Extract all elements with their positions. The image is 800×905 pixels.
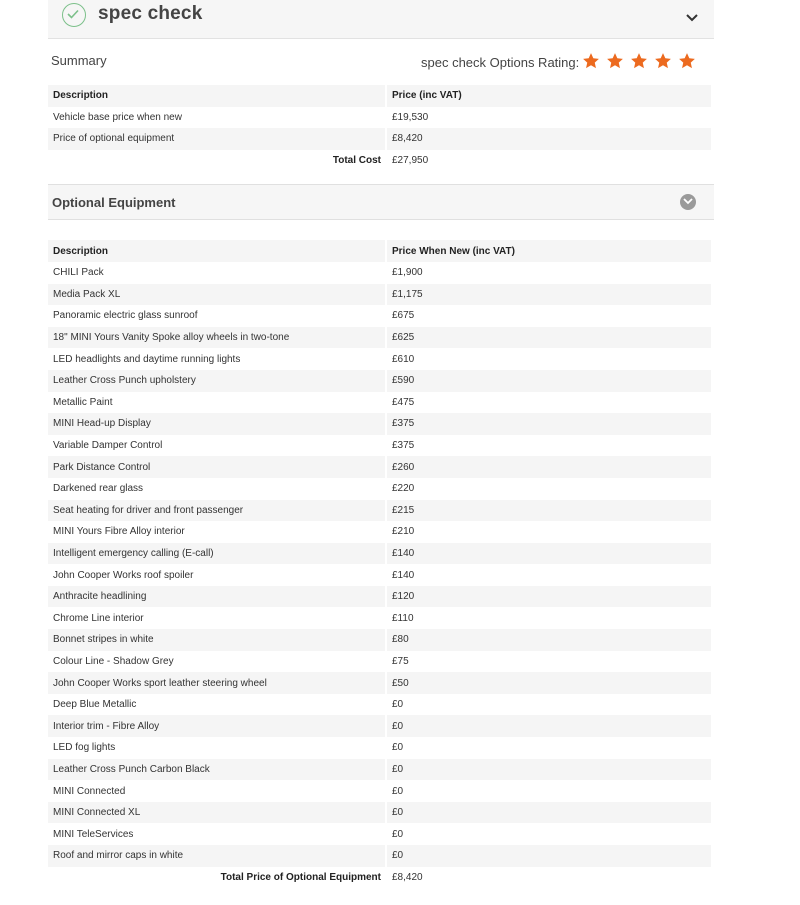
summary-bar: [48, 39, 714, 85]
row-price: £590: [386, 370, 711, 392]
row-description: Vehicle base price when new: [48, 107, 386, 129]
row-description: John Cooper Works sport leather steering wheel: [48, 672, 386, 694]
row-price: £8,420: [386, 128, 711, 150]
table-row: [48, 672, 711, 694]
row-price: £375: [392, 440, 415, 452]
table-row: [48, 327, 711, 349]
row-description: Roof and mirror caps in white: [48, 845, 386, 867]
row-price: £0: [392, 742, 404, 754]
row-description: MINI Head-up Display: [48, 413, 386, 435]
row-description: Deep Blue Metallic: [48, 694, 386, 716]
table-row: [48, 500, 711, 522]
table-row: [48, 564, 711, 586]
rating-stars: [582, 52, 696, 70]
summary-table: [48, 85, 711, 171]
table-row: [48, 478, 711, 500]
table-row: [48, 694, 711, 716]
row-price: £210: [392, 526, 415, 538]
table-row: [48, 284, 711, 306]
row-description: MINI Yours Fibre Alloy interior: [48, 521, 386, 543]
row-price: £0: [386, 802, 711, 824]
table-row: [48, 629, 711, 651]
table-row: [48, 802, 711, 824]
table-row: [48, 348, 711, 370]
spec-check-title: spec check: [98, 3, 203, 24]
row-description: LED fog lights: [48, 737, 386, 759]
row-description: John Cooper Works roof spoiler: [48, 564, 386, 586]
row-price: £19,530: [392, 111, 429, 123]
row-price: £625: [386, 327, 711, 349]
table-row: [48, 456, 711, 478]
table-row: [48, 586, 711, 608]
table-row: [48, 651, 711, 673]
row-price: £110: [392, 612, 414, 624]
column-header-description: Description: [48, 240, 386, 262]
row-price: £50: [386, 672, 711, 694]
row-description: Panoramic electric glass sunroof: [48, 305, 386, 327]
row-description: Bonnet stripes in white: [48, 629, 386, 651]
row-price: £215: [386, 500, 711, 522]
row-description: Darkened rear glass: [48, 478, 386, 500]
table-row: [48, 521, 711, 543]
optional-equipment-table: [48, 240, 711, 888]
total-value: £27,950: [392, 155, 429, 167]
row-price: £120: [386, 586, 711, 608]
row-price: £475: [392, 396, 415, 408]
summary-label: Summary: [51, 53, 107, 68]
row-price: £80: [386, 629, 711, 651]
row-description: MINI Connected: [48, 780, 386, 802]
spec-check-header[interactable]: [48, 0, 714, 39]
column-header-price: Price When New (inc VAT): [386, 240, 711, 262]
table-header-row: [48, 240, 711, 262]
row-description: Leather Cross Punch Carbon Black: [48, 759, 386, 781]
table-row: [48, 370, 711, 392]
table-row: [48, 737, 711, 759]
row-price: £0: [386, 715, 711, 737]
table-row: [48, 845, 711, 867]
row-price: £375: [386, 413, 711, 435]
row-description: Intelligent emergency calling (E-call): [48, 543, 386, 565]
total-label: Total Price of Optional Equipment: [48, 867, 386, 889]
row-description: Metallic Paint: [48, 392, 386, 414]
row-description: MINI Connected XL: [48, 802, 386, 824]
star-icon: [630, 52, 648, 70]
row-price: £675: [392, 310, 415, 322]
row-price: £220: [392, 483, 415, 495]
star-icon: [678, 52, 696, 70]
total-label: Total Cost: [48, 150, 386, 172]
table-row: [48, 823, 711, 845]
row-description: Colour Line - Shadow Grey: [48, 651, 386, 673]
row-price: £140: [386, 543, 711, 565]
check-circle-icon: [62, 3, 86, 27]
row-description: Chrome Line interior: [48, 607, 386, 629]
optional-equipment-header[interactable]: [48, 184, 714, 220]
column-header-description: Description: [48, 85, 386, 107]
row-price: £0: [392, 785, 404, 797]
star-icon: [654, 52, 672, 70]
total-value: £8,420: [392, 871, 423, 883]
table-row: [48, 543, 711, 565]
row-description: LED headlights and daytime running lights: [48, 348, 386, 370]
row-price: £75: [392, 655, 409, 667]
row-description: Variable Damper Control: [48, 435, 386, 457]
table-row: [48, 413, 711, 435]
total-row: [48, 867, 711, 889]
row-description: Price of optional equipment: [48, 128, 386, 150]
star-icon: [582, 52, 600, 70]
row-description: Media Pack XL: [48, 284, 386, 306]
row-price: £610: [392, 353, 415, 365]
column-header-price: Price (inc VAT): [386, 85, 711, 107]
table-row: [48, 759, 711, 781]
row-price: £0: [392, 828, 404, 840]
row-price: £0: [392, 699, 404, 711]
table-row: [48, 107, 711, 129]
row-description: CHILI Pack: [48, 262, 386, 284]
row-price: £0: [386, 845, 711, 867]
row-price: £1,175: [386, 284, 711, 306]
table-row: [48, 607, 711, 629]
table-row: [48, 392, 711, 414]
row-description: Anthracite headlining: [48, 586, 386, 608]
chevron-down-icon[interactable]: [680, 194, 696, 210]
table-row: [48, 715, 711, 737]
chevron-down-icon[interactable]: [686, 9, 698, 27]
table-row: [48, 305, 711, 327]
row-description: 18" MINI Yours Vanity Spoke alloy wheels in two-tone: [48, 327, 386, 349]
rating-label: spec check Options Rating:: [421, 55, 580, 70]
table-row: [48, 128, 711, 150]
row-description: Interior trim - Fibre Alloy: [48, 715, 386, 737]
star-icon: [606, 52, 624, 70]
row-price: £140: [392, 569, 415, 581]
table-header-row: [48, 85, 711, 107]
row-description: MINI TeleServices: [48, 823, 386, 845]
table-row: [48, 780, 711, 802]
total-row: [48, 150, 711, 172]
row-description: Leather Cross Punch upholstery: [48, 370, 386, 392]
table-row: [48, 435, 711, 457]
row-price: £260: [386, 456, 711, 478]
optional-equipment-title: Optional Equipment: [52, 195, 176, 211]
row-description: Park Distance Control: [48, 456, 386, 478]
table-row: [48, 262, 711, 284]
row-price: £0: [386, 759, 711, 781]
row-price: £1,900: [392, 267, 423, 279]
row-description: Seat heating for driver and front passenger: [48, 500, 386, 522]
